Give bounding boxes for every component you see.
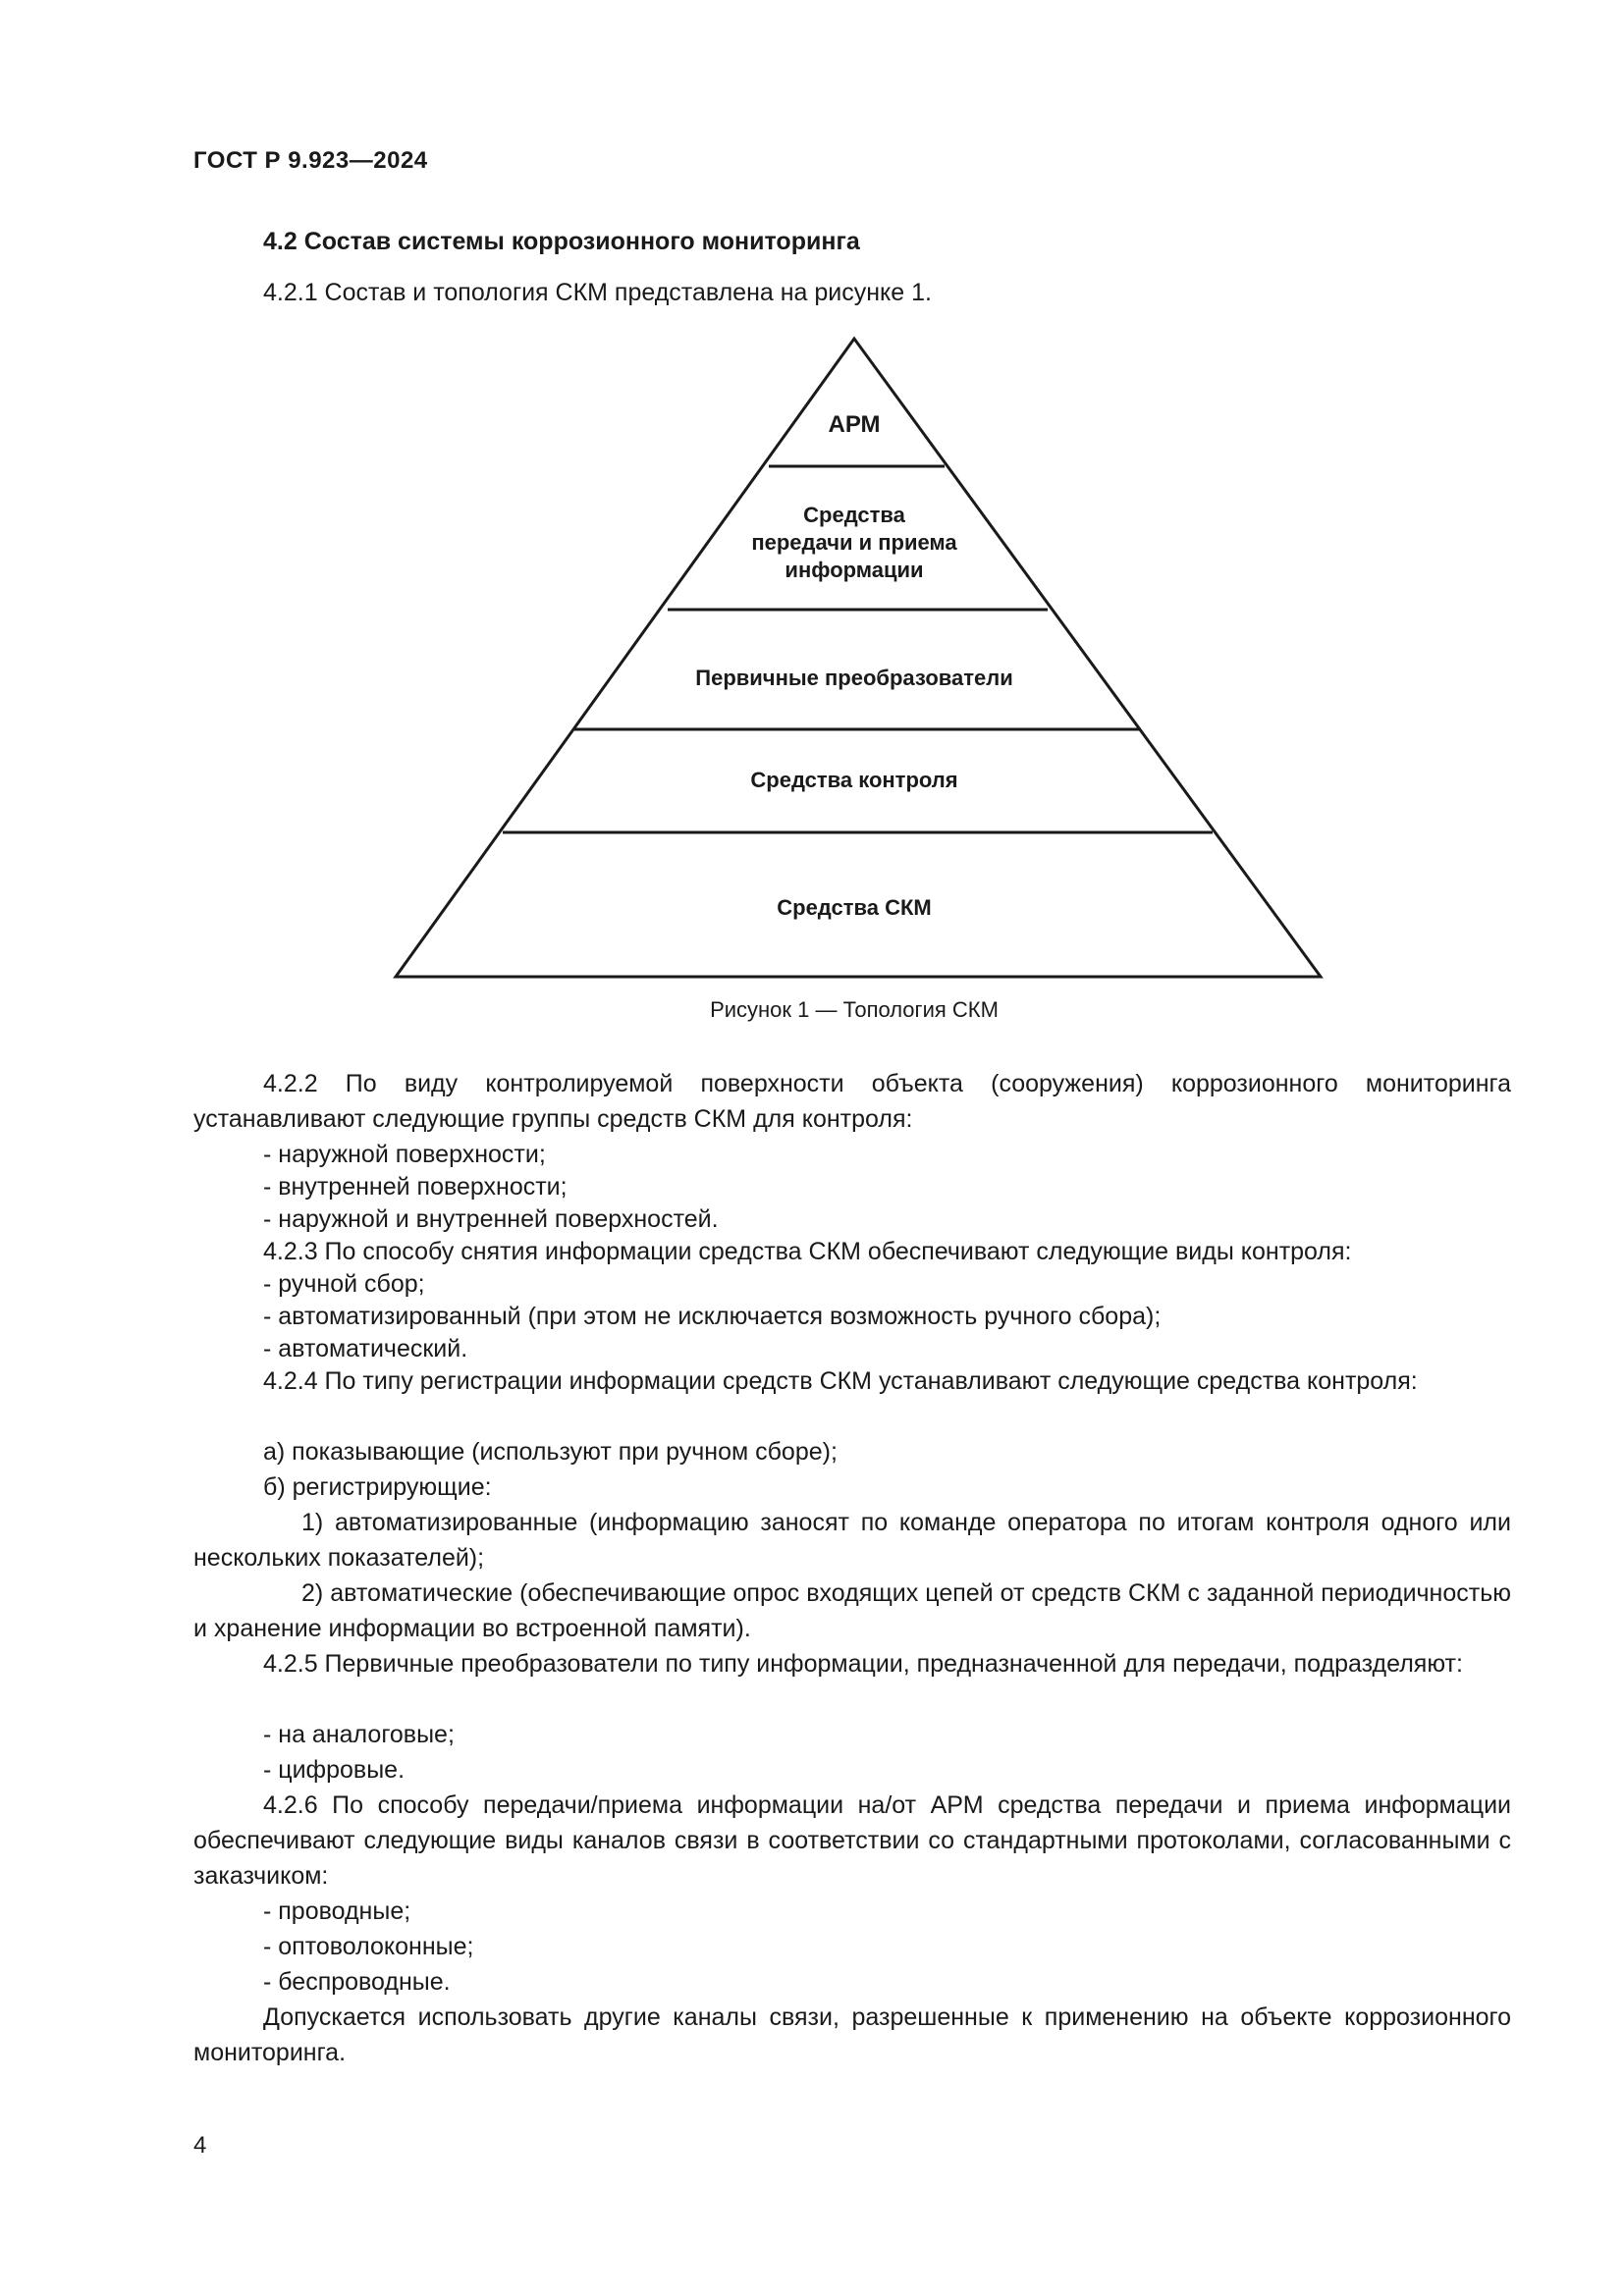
pyramid-level-primary-converters: Первичные преобразователи [695,666,1013,690]
list-item-a: а) показывающие (используют при ручном сборе); [263,1438,838,1466]
list-item: - беспроводные. [263,1968,451,1996]
list-item: - цифровые. [263,1756,406,1784]
sub-item-1: 1) автоматизированные (информацию заносят по команде оператора по итогам контроля одного или нескольких показателей); [193,1509,1511,1572]
pyramid-level-arm: АРМ [828,411,881,438]
paragraph-4-2-5: 4.2.5 Первичные преобразователи по типу информации, предназначенной для передачи, подразделяют: [263,1650,1463,1678]
pyramid-level-skm-means: Средства СКМ [777,895,932,920]
paragraph-4-2-6: 4.2.6 По способу передачи/приема информации на/от АРМ средства передачи и приема информации обеспечивают следующие виды каналов связи в соответствии со стандартными протоколами, согласованными с заказчиком: [193,1791,1511,1890]
section-title: 4.2 Состав системы коррозионного мониторинга [263,228,860,255]
list-item: - ручной сбор; [263,1270,425,1298]
list-item: - внутренней поверхности; [263,1173,568,1201]
list-item: - наружной поверхности; [263,1141,546,1168]
figure-caption: Рисунок 1 — Топология СКМ [710,997,999,1022]
paragraph-4-2-4: 4.2.4 По типу регистрации информации средств СКМ устанавливают следующие средства контроля: [263,1367,1418,1395]
closing-paragraph: Допускается использовать другие каналы связи, разрешенные к применению на объекте коррозионного мониторинга. [193,2003,1511,2066]
list-item: - автоматизированный (при этом не исключается возможность ручного сбора); [263,1303,1162,1330]
paragraph-4-2-3: 4.2.3 По способу снятия информации средства СКМ обеспечивают следующие виды контроля: [263,1238,1352,1265]
list-item: - наружной и внутренней поверхностей. [263,1205,719,1233]
pyramid-level-transfer-line1: Средства [803,503,905,527]
paragraph-4-2-2: 4.2.2 По виду контролируемой поверхности объекта (сооружения) коррозионного мониторинга устанавливают следующие группы средств СКМ для контроля: [193,1070,1511,1133]
pyramid-level-transfer-line3: информации [785,558,924,582]
list-item: - автоматический. [263,1335,468,1362]
list-item: - оптоволоконные; [263,1933,474,1960]
sub-item-2: 2) автоматические (обеспечивающие опрос входящих цепей от средств СКМ с заданной периодичностью и хранение информации во встроенной памяти). [193,1579,1511,1642]
pyramid-level-control-means: Средства контроля [750,768,958,792]
list-item: - проводные; [263,1897,411,1925]
document-header: ГОСТ Р 9.923—2024 [193,147,428,174]
list-item-b: б) регистрирующие: [263,1473,492,1501]
page-number: 4 [193,2132,207,2159]
topology-pyramid-figure [0,0,1624,1031]
paragraph-4-2-1: 4.2.1 Состав и топология СКМ представлена на рисунке 1. [263,279,932,306]
pyramid-level-transfer-line2: передачи и приема [751,530,957,555]
list-item: - на аналоговые; [263,1721,455,1748]
